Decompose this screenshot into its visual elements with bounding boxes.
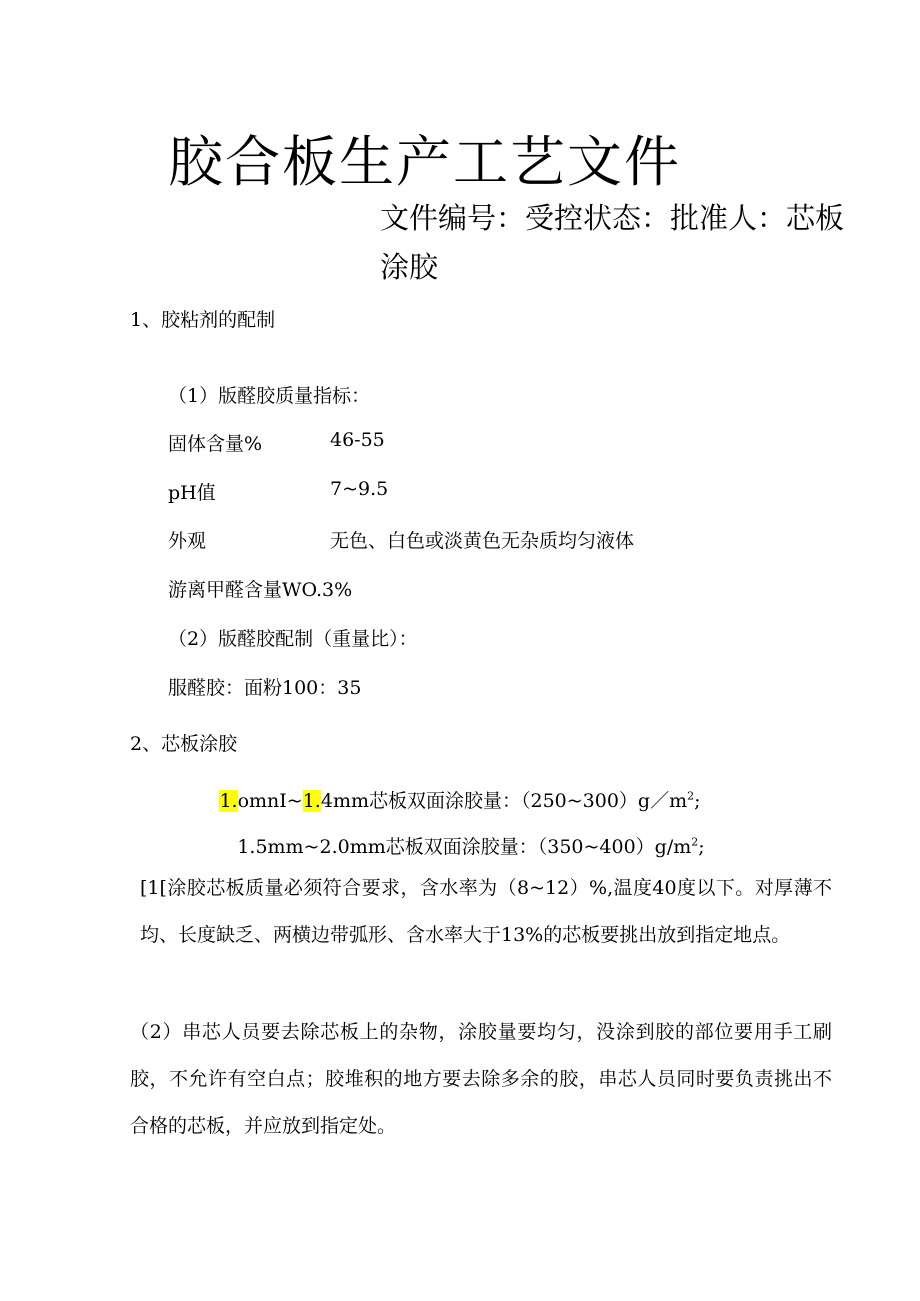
glue-line-1-mid: omnI~: [237, 790, 303, 812]
spec-label-solid-content: 固体含量%: [168, 433, 263, 455]
spec-value-solid-content: 46-55: [330, 429, 385, 451]
spec-value-ph: 7~9.5: [330, 478, 389, 500]
section-1-heading: 1、胶粘剂的配制: [130, 309, 276, 331]
spec-value-appearance: 无色、白色或淡黄色无杂质均匀液体: [330, 530, 635, 552]
highlight-mark-b: 1.: [302, 790, 321, 812]
section-2-heading: 2、芯板涂胶: [130, 733, 238, 755]
paragraph-core-handling: （2）串芯人员要去除芯板上的杂物，涂胶量要均匀，没涂到胶的部位要用手工刷胶，不允许有空白点；胶堆积的地方要去除多余的胶，串芯人员同时要负责挑出不合格的芯板，并应放到指定处。: [130, 1021, 832, 1137]
glue-line-2-end: ;: [698, 836, 705, 858]
glue-line-2-text: 1.5mm~2.0mm芯板双面涂胶量：（350~400）g/m: [237, 836, 692, 858]
superscript-2: 2: [687, 789, 695, 803]
spec-label-appearance: 外观: [168, 530, 207, 552]
document-title: 胶合板生产工艺文件: [168, 130, 682, 194]
section-1-subheading-1: （1）版醛胶质量指标：: [168, 385, 371, 407]
document-meta-line-2: 涂胶: [380, 250, 439, 284]
mix-ratio: 服醛胶：面粉100：35: [168, 677, 362, 699]
glue-spread-line-2: [0, 832, 920, 859]
paragraph-core-quality: [1[涂胶芯板质量必须符合要求，含水率为（8~12）%,温度40度以下。对厚薄不均、长度缺乏、两横边带弧形、含水率大于13%的芯板要挑出放到指定地点。: [140, 877, 832, 946]
superscript-2: 2: [691, 835, 699, 849]
highlight-mark-a: 1.: [219, 790, 238, 812]
section-1-subheading-2: （2）版醛胶配制（重量比）：: [168, 628, 418, 650]
glue-spread-line-1: [0, 786, 920, 813]
spec-label-ph: pH值: [168, 482, 216, 504]
spec-free-formaldehyde: 游离甲醛含量WO.3%: [168, 579, 353, 601]
glue-line-1-rest: 4mm芯板双面涂胶量：（250~300）g／m: [320, 790, 688, 812]
document-meta-line-1: 文件编号：受控状态：批准人：芯板: [380, 201, 845, 235]
glue-line-1-end: ;: [694, 790, 701, 812]
